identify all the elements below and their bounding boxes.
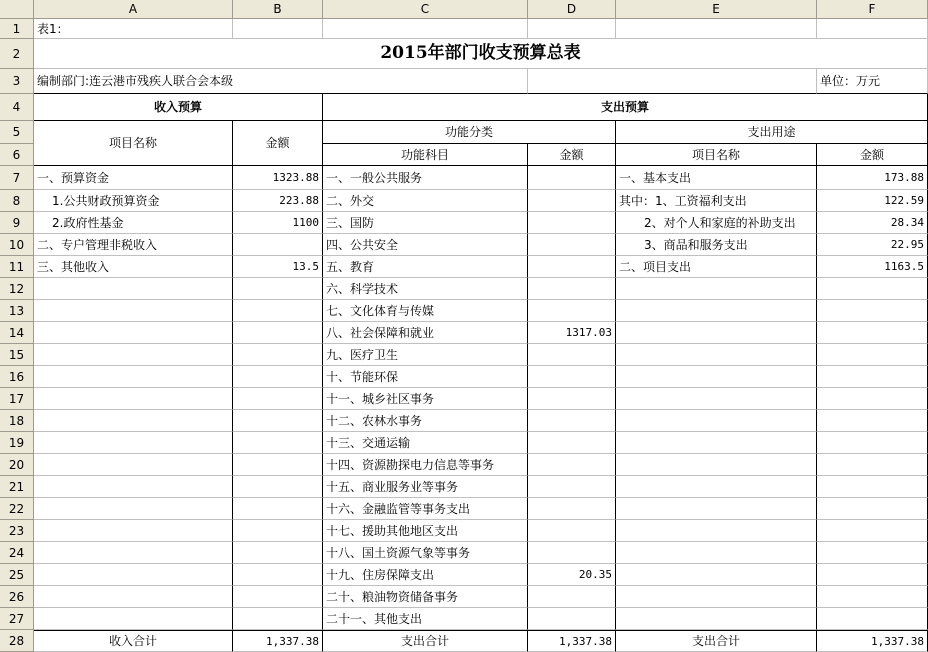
empty-cell[interactable] <box>34 586 233 608</box>
func-subject-name[interactable]: 十一、城乡社区事务 <box>323 388 528 410</box>
empty-cell[interactable] <box>233 586 323 608</box>
use-item-name[interactable]: 3、商品和服务支出 <box>616 234 817 256</box>
income-budget-header[interactable]: 收入预算 <box>34 94 323 121</box>
row-header-24[interactable]: 24 <box>0 542 34 564</box>
empty-cell[interactable] <box>323 19 528 39</box>
func-subject-name[interactable]: 九、医疗卫生 <box>323 344 528 366</box>
column-header-a[interactable]: A <box>34 0 233 19</box>
func-subject-name[interactable]: 十九、住房保障支出 <box>323 564 528 586</box>
func-subject-amount[interactable] <box>528 432 616 454</box>
empty-cell[interactable] <box>233 520 323 542</box>
func-subject-name[interactable]: 一、一般公共服务 <box>323 166 528 190</box>
row-header-5[interactable]: 5 <box>0 121 34 144</box>
use-item-amount[interactable]: 1163.5 <box>817 256 928 278</box>
row-header-18[interactable]: 18 <box>0 410 34 432</box>
income-item-name[interactable]: 三、其他收入 <box>34 256 233 278</box>
func-subject-name[interactable]: 六、科学技术 <box>323 278 528 300</box>
func-subject-amount[interactable] <box>528 300 616 322</box>
expense-total-label[interactable]: 支出合计 <box>323 630 528 652</box>
empty-cell[interactable] <box>817 476 928 498</box>
row-header-28[interactable]: 28 <box>0 630 34 652</box>
empty-cell[interactable] <box>817 454 928 476</box>
empty-cell[interactable] <box>34 278 233 300</box>
func-subject-amount[interactable] <box>528 388 616 410</box>
row-header-6[interactable]: 6 <box>0 144 34 166</box>
func-subject-name[interactable]: 二十一、其他支出 <box>323 608 528 630</box>
row-header-17[interactable]: 17 <box>0 388 34 410</box>
column-header-b[interactable]: B <box>233 0 323 19</box>
empty-cell[interactable] <box>233 300 323 322</box>
row-header-8[interactable]: 8 <box>0 190 34 212</box>
empty-cell[interactable] <box>233 278 323 300</box>
income-item-amount[interactable]: 1323.88 <box>233 166 323 190</box>
row-header-14[interactable]: 14 <box>0 322 34 344</box>
row-header-19[interactable]: 19 <box>0 432 34 454</box>
func-subject-amount[interactable] <box>528 476 616 498</box>
income-item-name[interactable]: 一、预算资金 <box>34 166 233 190</box>
empty-cell[interactable] <box>817 19 928 39</box>
empty-cell[interactable] <box>233 608 323 630</box>
report-title[interactable]: 2015年部门收支预算总表 <box>34 39 928 69</box>
empty-cell[interactable] <box>233 454 323 476</box>
empty-cell[interactable] <box>817 542 928 564</box>
func-subject-amount[interactable] <box>528 542 616 564</box>
func-amount-header[interactable]: 金额 <box>528 144 616 166</box>
func-subject-name[interactable]: 二十、粮油物资储备事务 <box>323 586 528 608</box>
func-subject-amount[interactable] <box>528 586 616 608</box>
empty-cell[interactable] <box>616 520 817 542</box>
income-total-label[interactable]: 收入合计 <box>34 630 233 652</box>
empty-cell[interactable] <box>616 498 817 520</box>
empty-cell[interactable] <box>233 366 323 388</box>
empty-cell[interactable] <box>34 388 233 410</box>
row-header-1[interactable]: 1 <box>0 19 34 39</box>
empty-cell[interactable] <box>34 410 233 432</box>
func-subject-name[interactable]: 三、国防 <box>323 212 528 234</box>
empty-cell[interactable] <box>233 432 323 454</box>
empty-cell[interactable] <box>233 344 323 366</box>
func-subject-amount[interactable] <box>528 498 616 520</box>
empty-cell[interactable] <box>34 520 233 542</box>
func-subject-header[interactable]: 功能科目 <box>323 144 528 166</box>
func-subject-amount[interactable] <box>528 234 616 256</box>
func-subject-amount[interactable] <box>528 166 616 190</box>
row-header-20[interactable]: 20 <box>0 454 34 476</box>
empty-cell[interactable] <box>616 19 817 39</box>
row-header-2[interactable]: 2 <box>0 39 34 69</box>
func-subject-amount[interactable] <box>528 608 616 630</box>
func-subject-name[interactable]: 十八、国土资源气象等事务 <box>323 542 528 564</box>
empty-cell[interactable] <box>616 454 817 476</box>
use-item-amount[interactable]: 122.59 <box>817 190 928 212</box>
department-cell[interactable]: 编制部门:连云港市残疾人联合会本级 <box>34 69 528 94</box>
empty-cell[interactable] <box>233 498 323 520</box>
column-header-e[interactable]: E <box>616 0 817 19</box>
income-item-amount[interactable]: 223.88 <box>233 190 323 212</box>
empty-cell[interactable] <box>233 564 323 586</box>
row-header-7[interactable]: 7 <box>0 166 34 190</box>
income-item-name[interactable]: 1.公共财政预算资金 <box>34 190 233 212</box>
func-subject-name[interactable]: 四、公共安全 <box>323 234 528 256</box>
empty-cell[interactable] <box>528 19 616 39</box>
empty-cell[interactable] <box>34 542 233 564</box>
column-header-d[interactable]: D <box>528 0 616 19</box>
income-item-name[interactable]: 2.政府性基金 <box>34 212 233 234</box>
empty-cell[interactable] <box>817 586 928 608</box>
empty-cell[interactable] <box>616 432 817 454</box>
empty-cell[interactable] <box>817 344 928 366</box>
use-item-name[interactable]: 一、基本支出 <box>616 166 817 190</box>
use-item-name[interactable]: 其中：1、工资福利支出 <box>616 190 817 212</box>
func-subject-name[interactable]: 十四、资源勘探电力信息等事务 <box>323 454 528 476</box>
use-total-value[interactable]: 1,337.38 <box>817 630 928 652</box>
empty-cell[interactable] <box>616 388 817 410</box>
empty-cell[interactable] <box>233 410 323 432</box>
use-total-label[interactable]: 支出合计 <box>616 630 817 652</box>
empty-cell[interactable] <box>616 366 817 388</box>
expense-budget-header[interactable]: 支出预算 <box>323 94 928 121</box>
func-subject-amount[interactable] <box>528 454 616 476</box>
income-item-name-header[interactable]: 项目名称 <box>34 121 233 166</box>
func-subject-name[interactable]: 十六、金融监管等事务支出 <box>323 498 528 520</box>
income-item-amount[interactable]: 13.5 <box>233 256 323 278</box>
expense-total-value[interactable]: 1,337.38 <box>528 630 616 652</box>
row-header-12[interactable]: 12 <box>0 278 34 300</box>
empty-cell[interactable] <box>817 322 928 344</box>
row-header-25[interactable]: 25 <box>0 564 34 586</box>
income-amount-header[interactable]: 金额 <box>233 121 323 166</box>
func-subject-name[interactable]: 十七、援助其他地区支出 <box>323 520 528 542</box>
empty-cell[interactable] <box>616 278 817 300</box>
empty-cell[interactable] <box>817 388 928 410</box>
empty-cell[interactable] <box>34 564 233 586</box>
row-header-4[interactable]: 4 <box>0 94 34 121</box>
func-subject-amount[interactable]: 20.35 <box>528 564 616 586</box>
row-header-23[interactable]: 23 <box>0 520 34 542</box>
empty-cell[interactable] <box>817 498 928 520</box>
empty-cell[interactable] <box>34 498 233 520</box>
column-header-c[interactable]: C <box>323 0 528 19</box>
empty-cell[interactable] <box>616 564 817 586</box>
func-subject-amount[interactable] <box>528 366 616 388</box>
empty-cell[interactable] <box>817 410 928 432</box>
expense-use-header[interactable]: 支出用途 <box>616 121 928 144</box>
empty-cell[interactable] <box>34 432 233 454</box>
func-subject-name[interactable]: 二、外交 <box>323 190 528 212</box>
income-item-amount[interactable] <box>233 234 323 256</box>
empty-cell[interactable] <box>233 322 323 344</box>
use-item-name-header[interactable]: 项目名称 <box>616 144 817 166</box>
empty-cell[interactable] <box>817 366 928 388</box>
func-subject-amount[interactable]: 1317.03 <box>528 322 616 344</box>
func-subject-name[interactable]: 八、社会保障和就业 <box>323 322 528 344</box>
row-header-26[interactable]: 26 <box>0 586 34 608</box>
income-item-amount[interactable]: 1100 <box>233 212 323 234</box>
func-subject-name[interactable]: 十、节能环保 <box>323 366 528 388</box>
func-subject-amount[interactable] <box>528 344 616 366</box>
func-subject-amount[interactable] <box>528 410 616 432</box>
row-header-27[interactable]: 27 <box>0 608 34 630</box>
empty-cell[interactable] <box>34 300 233 322</box>
empty-cell[interactable] <box>34 366 233 388</box>
row-header-9[interactable]: 9 <box>0 212 34 234</box>
empty-cell[interactable] <box>616 344 817 366</box>
empty-cell[interactable] <box>233 388 323 410</box>
empty-cell[interactable] <box>817 300 928 322</box>
func-subject-name[interactable]: 十三、交通运输 <box>323 432 528 454</box>
empty-cell[interactable] <box>34 344 233 366</box>
func-subject-name[interactable]: 十二、农林水事务 <box>323 410 528 432</box>
empty-cell[interactable] <box>233 19 323 39</box>
unit-cell[interactable]: 单位：万元 <box>817 69 928 94</box>
row-header-10[interactable]: 10 <box>0 234 34 256</box>
func-subject-amount[interactable] <box>528 190 616 212</box>
func-subject-amount[interactable] <box>528 520 616 542</box>
empty-cell[interactable] <box>233 476 323 498</box>
functional-class-header[interactable]: 功能分类 <box>323 121 616 144</box>
row-header-16[interactable]: 16 <box>0 366 34 388</box>
empty-cell[interactable] <box>616 410 817 432</box>
func-subject-amount[interactable] <box>528 256 616 278</box>
empty-cell[interactable] <box>34 476 233 498</box>
func-subject-name[interactable]: 七、文化体育与传媒 <box>323 300 528 322</box>
row-header-3[interactable]: 3 <box>0 69 34 94</box>
func-subject-amount[interactable] <box>528 278 616 300</box>
use-item-name[interactable]: 二、项目支出 <box>616 256 817 278</box>
func-subject-amount[interactable] <box>528 212 616 234</box>
empty-cell[interactable] <box>817 432 928 454</box>
func-subject-name[interactable]: 十五、商业服务业等事务 <box>323 476 528 498</box>
table-number-cell[interactable]: 表1： <box>34 19 233 39</box>
empty-cell[interactable] <box>34 608 233 630</box>
use-item-amount[interactable]: 173.88 <box>817 166 928 190</box>
use-amount-header[interactable]: 金额 <box>817 144 928 166</box>
empty-cell[interactable] <box>616 608 817 630</box>
income-item-name[interactable]: 二、专户管理非税收入 <box>34 234 233 256</box>
row-header-13[interactable]: 13 <box>0 300 34 322</box>
func-subject-name[interactable]: 五、教育 <box>323 256 528 278</box>
row-header-22[interactable]: 22 <box>0 498 34 520</box>
use-item-name[interactable]: 2、对个人和家庭的补助支出 <box>616 212 817 234</box>
empty-cell[interactable] <box>616 322 817 344</box>
column-header-f[interactable]: F <box>817 0 928 19</box>
row-header-11[interactable]: 11 <box>0 256 34 278</box>
empty-cell[interactable] <box>817 278 928 300</box>
empty-cell[interactable] <box>616 586 817 608</box>
empty-cell[interactable] <box>233 542 323 564</box>
empty-cell[interactable] <box>817 564 928 586</box>
empty-cell[interactable] <box>616 542 817 564</box>
select-all-corner[interactable] <box>0 0 34 19</box>
row-header-15[interactable]: 15 <box>0 344 34 366</box>
empty-cell[interactable] <box>817 608 928 630</box>
empty-cell[interactable] <box>34 322 233 344</box>
row-header-21[interactable]: 21 <box>0 476 34 498</box>
empty-cell[interactable] <box>616 300 817 322</box>
empty-cell[interactable] <box>817 520 928 542</box>
empty-cell[interactable] <box>616 476 817 498</box>
income-total-value[interactable]: 1,337.38 <box>233 630 323 652</box>
use-item-amount[interactable]: 22.95 <box>817 234 928 256</box>
empty-cell[interactable] <box>528 69 817 94</box>
empty-cell[interactable] <box>34 454 233 476</box>
use-item-amount[interactable]: 28.34 <box>817 212 928 234</box>
